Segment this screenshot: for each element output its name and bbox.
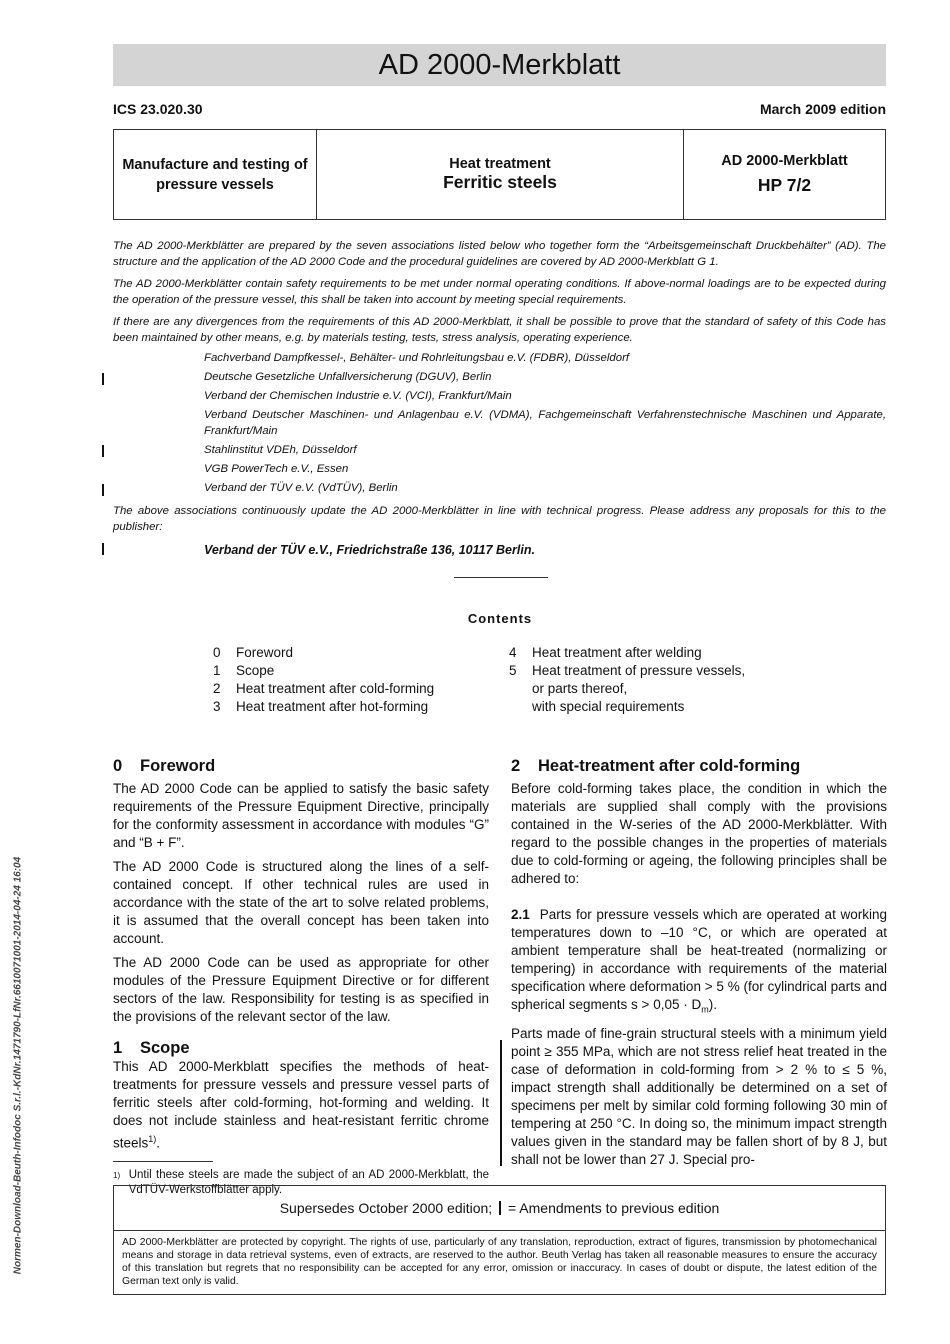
copyright-notice: AD 2000-Merkblätter are protected by copyright. The rights of use, particularly of any translation, reproduction, extract of figures, transmission by photomechanical means and storage in data retrieval systems, even of extracts, are reserved to the author. Beuth Verlag has taken all reasonable measures to ensure the accuracy of this translation but regrets that no responsibility can be accepted for any error, omission or inaccuracy. In cases of doubt or dispute, the latest edition of the German text only is valid. [122,1237,877,1287]
toc-item[interactable]: 5 Heat treatment of pressure vessels, [509,663,746,678]
supersedes-note: Supersedes October 2000 edition; = Amendments to previous edition [114,1186,885,1231]
subject-large: Ferritic steels [443,172,557,192]
paragraph: The AD 2000 Code is structured along the lines of a self-contained concept. If other technical rules are used in accordance with the state of the art to solve related problems, it is assumed that the overall concept has been taken into account. [113,859,489,946]
change-bar [102,484,104,496]
toc-item: with special requirements [532,699,685,714]
association: Stahlinstitut VDEh, Düsseldorf [204,444,357,456]
right-column [511,756,887,1175]
toc-item[interactable]: 1 Scope [213,663,275,678]
series-title: Manufacture and testing of pressure vessels [122,156,308,193]
toc-item[interactable]: 4 Heat treatment after welding [509,645,702,660]
association: Deutsche Gesetzliche Unfallversicherung (DGUV), Berlin [204,371,492,383]
paragraph: Before cold-forming takes place, the condition in which the materials are supplied shall comply with the provisions contained in the W-series of the AD 2000-Merkblätter. With regard to the possible changes in the properties of materials due to cold-forming or ageing, the following principles shall be adhered to: [511,781,887,886]
edition: March 2009 edition [759,101,886,117]
toc-item[interactable]: 3 Heat treatment after hot-forming [213,699,429,714]
intro-paragraph: The AD 2000-Merkblätter are prepared by the seven associations listed below who together form the “Arbeitsgemeinschaft Druckbehälter” (AD). The structure and the application of the AD 2000 Code and the procedural guidelines are covered by AD 2000-Merkblatt G 1. [113,240,886,268]
paragraph: The AD 2000 Code can be applied to satisfy the basic safety requirements of the Pressure Equipment Directive, principally for the conformity assessment in accordance with modules “G” and “B + F”. [113,781,489,850]
association: Fachverband Dampfkessel-, Behälter- und Rohrleitungsbau e.V. (FDBR), Düsseldorf [204,352,630,364]
association: Verband Deutscher Maschinen- und Anlagenbau e.V. (VDMA), Fachgemeinschaft Verfahrenstechnische Maschinen und Apparate, Frankfurt/Main [204,409,886,437]
header-box [113,129,886,220]
change-bar [500,1040,502,1166]
code-small: AD 2000-Merkblatt [721,153,848,169]
footnote-rule [113,1161,213,1162]
association: Verband der Chemischen Industrie e.V. (VCI), Frankfurt/Main [204,390,512,402]
change-bar [102,543,104,555]
intro-paragraph: The AD 2000-Merkblätter contain safety requirements to be met under normal operating conditions. If above-normal loadings are to be expected during the operation of the pressure vessel, this shall be taken into account by meeting special requirements. [113,278,886,306]
footnote-ref[interactable]: 1) [148,1134,157,1144]
association: VGB PowerTech e.V., Essen [204,463,349,475]
toc-item[interactable]: 0 Foreword [213,645,294,660]
publisher-address: Verband der TÜV e.V., Friedrichstraße 136, 10117 Berlin. [204,543,535,557]
intro-paragraph: If there are any divergences from the requirements of this AD 2000-Merkblatt, it shall be possible to prove that the standard of safety of this Code has been maintained by other means, e.g. by materials testing, tests, stress analysis, operating experience. [113,316,886,344]
document-title: AD 2000-Merkblatt [113,44,886,86]
divider [454,577,548,578]
section-heading: 2 Heat-treatment after cold-forming [511,757,801,775]
paragraph: 2.1 Parts for pressure vessels which are operated at working temperatures down to –10 °C, or which are operated at ambient temperature shall be heat-treated (normalizing or tempering) in accordance with requirements of the material specification where deformation > 5 % (for cylindrical parts and spherical segments $s > 0,05 \cdot D_m$). [511,907,887,1015]
left-column [113,756,489,1198]
association: Verband der TÜV e.V. (VdTÜV), Berlin [204,482,398,494]
paragraph: The AD 2000 Code can be used as appropriate for other modules of the Pressure Equipment Directive or for different sectors of the law. Responsibility for testing is as specified in the provisions of the relevant sector of the law. [113,955,489,1024]
toc-left [213,644,434,716]
toc-item: or parts thereof, [532,681,628,696]
download-watermark: Normen-Download-Beuth-Infodoc S.r.l.-KdNr.1471790-LfNr.6610071001-2014-04-24 16:04 [12,856,24,1275]
paragraph: Parts made of fine-grain structural steels with a minimum yield point ≥ 355 MPa, which are not stress relief heat treated in the case of deformation in cold-forming from > 2 % to ≤ 5 %, impact strength shall additionally be determined on a set of specimens per melt by similar cold forming following 30 min of tempering at 250 °C. In doing so, the minimum impact strength values given in the standard may be fallen short of by 8 J, but shall not be lower than 27 J. Special pro- [511,1025,887,1167]
change-bar [102,445,104,457]
section-heading: 1 Scope [113,1039,190,1057]
change-bar [102,373,104,385]
contents-heading: Contents [467,611,533,626]
toc-right [509,644,745,716]
code-large: HP 7/2 [757,175,812,195]
footnote: 1) Until these steels are made the subject of an AD 2000-Merkblatt, the VdTÜV-Werkstoffblätter apply. [113,1168,489,1196]
footer-box [113,1185,886,1295]
toc-item[interactable]: 2 Heat treatment after cold-forming [213,681,435,696]
ics-code: ICS 23.020.30 [113,101,203,117]
paragraph: This AD 2000-Merkblatt specifies the methods of heat-treatments for pressure vessels and pressure vessel parts of ferritic steels after cold-forming, hot-forming and welding. It does not include stainless and heat-resistant ferritic chrome steels$^{1)}$. [113,1059,489,1151]
update-note: The above associations continuously update the AD 2000-Merkblätter in line with technical progress. Please address any proposals for this to the publisher: [113,505,886,533]
section-heading: 0 Foreword [113,757,216,775]
change-bar-legend [499,1201,501,1215]
subject-small: Heat treatment [449,156,551,172]
